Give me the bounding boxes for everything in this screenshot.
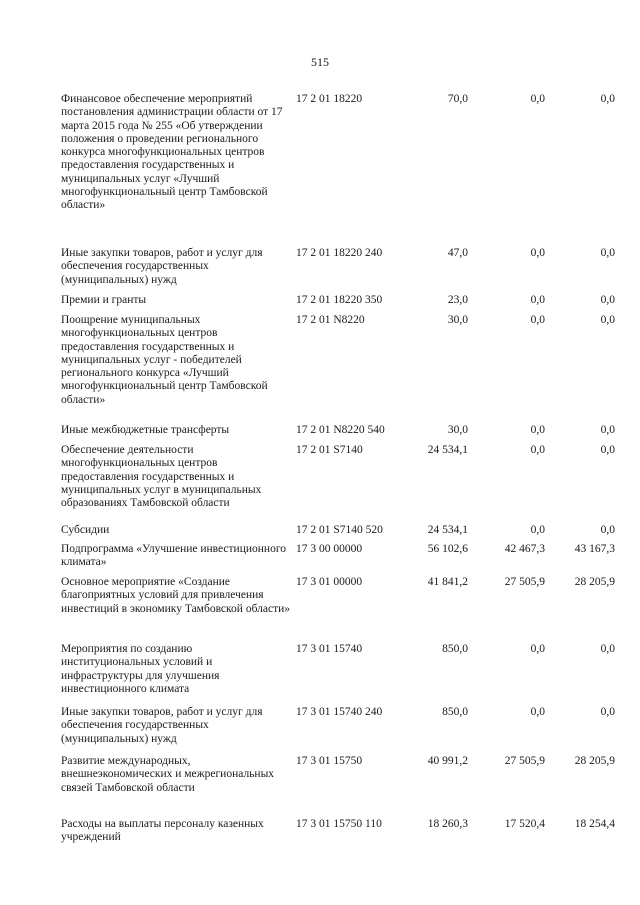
row-value-3: 0,0	[600, 424, 615, 436]
row-value-3: 28 205,9	[574, 576, 615, 588]
row-value-1: 24 534,1	[427, 444, 468, 456]
row-value-1: 56 102,6	[427, 543, 468, 555]
row-name: Финансовое обеспечение мероприятий постановления администрации области от 17 марта 2015 года № 255 «Об утверждении положения о проведении регионального конкурса многофункциональных центров предоставления государственных и муниципальных услуг «Лучший многофункциональный центр Тамбовской области»	[61, 93, 283, 212]
row-value-2: 0,0	[530, 314, 545, 326]
row-value-1: 850,0	[442, 706, 468, 718]
row-code: 17 3 01 15740	[296, 643, 363, 655]
row-name: Субсидии	[61, 524, 110, 536]
row-value-3: 0,0	[600, 93, 615, 105]
row-code: 17 3 01 00000	[296, 576, 363, 588]
row-value-2: 27 505,9	[504, 755, 545, 767]
row-value-3: 0,0	[600, 294, 615, 306]
row-value-1: 850,0	[442, 643, 468, 655]
row-value-2: 27 505,9	[504, 576, 545, 588]
row-name: Иные закупки товаров, работ и услуг для обеспечения государственных (муниципальных) нужд	[61, 706, 263, 745]
row-value-1: 40 991,2	[427, 755, 468, 767]
row-value-1: 23,0	[447, 294, 468, 306]
row-value-2: 0,0	[530, 424, 545, 436]
row-value-3: 0,0	[600, 444, 615, 456]
row-value-1: 24 534,1	[427, 524, 468, 536]
row-name: Мероприятия по созданию институциональных условий и инфраструктуры для улучшения инвестиционного климата	[61, 643, 220, 695]
row-code: 17 2 01 18220 240	[296, 247, 383, 259]
row-value-1: 70,0	[447, 93, 468, 105]
row-value-3: 0,0	[600, 314, 615, 326]
row-value-2: 42 467,3	[504, 543, 545, 555]
row-name: Поощрение муниципальных многофункциональных центров предоставления государственных и муниципальных услуг - победителей регионального конкурса «Лучший многофункциональный центр Тамбовской области»	[61, 314, 268, 406]
row-name: Подпрограмма «Улучшение инвестиционного климата»	[61, 543, 287, 569]
row-code: 17 2 01 N8220 540	[296, 424, 385, 436]
row-value-1: 30,0	[447, 314, 468, 326]
row-value-1: 18 260,3	[427, 818, 468, 830]
row-name: Развитие международных, внешнеэкономических и межрегиональных связей Тамбовской области	[61, 755, 275, 794]
row-value-1: 41 841,2	[427, 576, 468, 588]
row-value-3: 43 167,3	[574, 543, 615, 555]
row-code: 17 3 01 15740 240	[296, 706, 383, 718]
row-name: Иные закупки товаров, работ и услуг для обеспечения государственных (муниципальных) нужд	[61, 247, 263, 286]
row-value-3: 0,0	[600, 706, 615, 718]
page-number: 515	[311, 55, 329, 69]
row-value-3: 28 205,9	[574, 755, 615, 767]
row-value-2: 0,0	[530, 706, 545, 718]
row-code: 17 2 01 18220	[296, 93, 363, 105]
row-name: Иные межбюджетные трансферты	[61, 424, 230, 436]
row-code: 17 3 01 15750	[296, 755, 363, 767]
row-value-2: 0,0	[530, 93, 545, 105]
row-code: 17 2 01 18220 350	[296, 294, 383, 306]
row-value-2: 0,0	[530, 247, 545, 259]
row-code: 17 3 01 15750 110	[296, 818, 382, 830]
row-name: Обеспечение деятельности многофункциональных центров предоставления государственных и муниципальных услуг в муниципальных образованиях Тамбовской области	[61, 444, 262, 510]
row-value-2: 17 520,4	[504, 818, 545, 830]
row-value-1: 47,0	[447, 247, 468, 259]
row-code: 17 2 01 S7140 520	[296, 524, 383, 536]
row-code: 17 2 01 S7140	[296, 444, 363, 456]
row-name: Расходы на выплаты персоналу казенных учреждений	[61, 818, 264, 844]
row-value-3: 0,0	[600, 247, 615, 259]
row-value-2: 0,0	[530, 294, 545, 306]
row-value-2: 0,0	[530, 643, 545, 655]
row-value-3: 0,0	[600, 524, 615, 536]
row-value-2: 0,0	[530, 524, 545, 536]
row-name: Премии и гранты	[61, 294, 147, 306]
row-code: 17 3 00 00000	[296, 543, 363, 555]
row-value-1: 30,0	[447, 424, 468, 436]
row-name: Основное мероприятие «Создание благоприятных условий для привлечения инвестиций в экономику Тамбовской области»	[61, 576, 291, 615]
row-value-3: 0,0	[600, 643, 615, 655]
row-value-3: 18 254,4	[574, 818, 615, 830]
row-code: 17 2 01 N8220	[296, 314, 365, 326]
row-value-2: 0,0	[530, 444, 545, 456]
